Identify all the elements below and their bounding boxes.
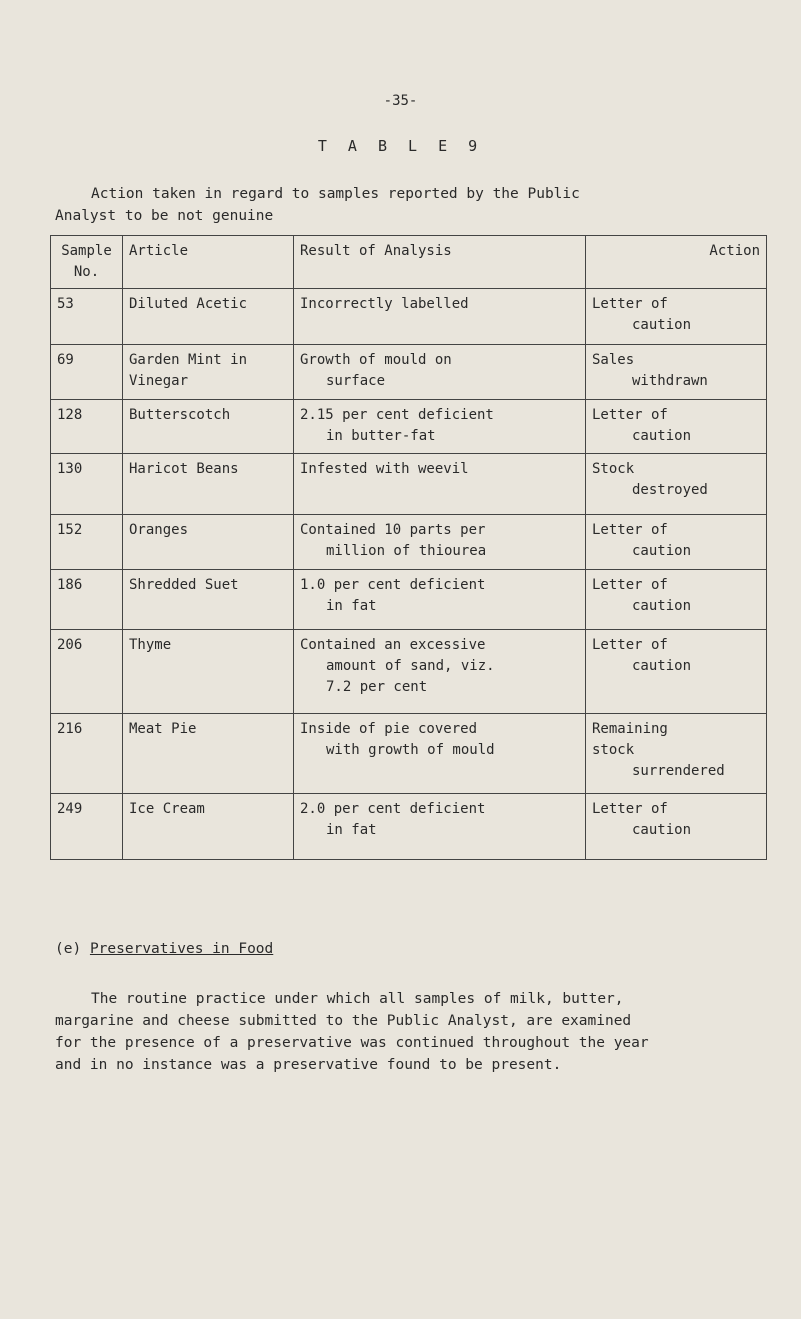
sample-no-cell: 186 [51,570,123,630]
action-line: Letter of [592,296,668,312]
result-cell [294,714,586,794]
caption-line: Action taken in regard to samples reported by the Public [91,186,580,202]
action-line: Sales [592,352,635,368]
sample-no-cell: 69 [51,345,123,400]
preservatives-section [55,938,775,1076]
result-line: in butter-fat [326,428,436,444]
action-line: stock [592,742,635,758]
article-cell: Diluted Acetic [123,289,294,345]
action-line: Stock [592,461,635,477]
result-line: surface [326,373,386,389]
article-cell: Ice Cream [123,794,294,860]
sample-no-cell: 152 [51,515,123,570]
body-line: margarine and cheese submitted to the Public Analyst, are examined [55,1013,632,1029]
sample-no-cell: 53 [51,289,123,345]
action-line: destroyed [632,482,708,498]
result-line: Contained an excessive [300,637,486,653]
result-line: Infested with weevil [300,461,469,477]
result-line: 2.15 per cent deficient [300,407,494,423]
result-cell [294,289,586,345]
result-line: Inside of pie covered [300,721,478,737]
action-line: caution [632,822,692,838]
result-line: 7.2 per cent [326,679,428,695]
action-cell [586,630,767,714]
action-cell [586,454,767,515]
table-row [51,454,767,515]
article-cell: Shredded Suet [123,570,294,630]
result-cell [294,454,586,515]
action-line: surrendered [632,763,725,779]
sample-no-cell: 216 [51,714,123,794]
result-line: million of thiourea [326,543,487,559]
table-row [51,515,767,570]
action-cell [586,794,767,860]
result-cell [294,345,586,400]
body-line: The routine practice under which all samples of milk, butter, [91,991,624,1007]
body-line: and in no instance was a preservative found to be present. [55,1057,562,1073]
article-cell: Meat Pie [123,714,294,794]
sample-no-cell: 206 [51,630,123,714]
table-row [51,794,767,860]
table-row [51,400,767,454]
table-header-row [51,236,767,289]
header-sample-no [51,236,123,289]
header-sample-line2: No. [73,264,100,280]
action-line: caution [632,543,692,559]
table-row [51,630,767,714]
result-line: 2.0 per cent deficient [300,801,486,817]
table-title: T A B L E 9 [317,137,484,155]
header-action: Action [586,236,767,289]
action-cell [586,345,767,400]
header-article: Article [123,236,294,289]
action-line: Letter of [592,577,668,593]
action-line: caution [632,428,692,444]
article-cell: Thyme [123,630,294,714]
result-cell [294,570,586,630]
article-cell: Butterscotch [123,400,294,454]
result-line: Contained 10 parts per [300,522,486,538]
section-title: Preservatives in Food [89,941,274,957]
article-cell: Haricot Beans [123,454,294,515]
result-line: Incorrectly labelled [300,296,469,312]
action-cell [586,289,767,345]
section-body [55,988,775,1076]
action-line: withdrawn [632,373,708,389]
result-line: with growth of mould [326,742,495,758]
action-line: caution [632,317,692,333]
action-line: Letter of [592,522,668,538]
action-cell [586,515,767,570]
action-cell [586,400,767,454]
samples-table [50,235,767,860]
action-cell [586,570,767,630]
section-heading [55,938,775,960]
page-number: -35- [383,93,418,109]
action-line: Remaining [592,721,668,737]
action-line: Letter of [592,407,668,423]
section-label: (e) [55,941,82,957]
sample-no-cell: 249 [51,794,123,860]
result-line: amount of sand, viz. [326,658,495,674]
result-cell [294,400,586,454]
article-cell: Oranges [123,515,294,570]
result-line: in fat [326,822,377,838]
result-line: in fat [326,598,377,614]
caption-line: Analyst to be not genuine [55,208,274,224]
article-cell: Garden Mint in Vinegar [123,345,294,400]
table-row [51,714,767,794]
table-row [51,345,767,400]
table-body [51,289,767,860]
action-line: caution [632,658,692,674]
table-row [51,289,767,345]
sample-no-cell: 128 [51,400,123,454]
result-cell [294,794,586,860]
table-row [51,570,767,630]
body-line: for the presence of a preservative was continued throughout the year [55,1035,649,1051]
action-line: Letter of [592,637,668,653]
action-cell [586,714,767,794]
result-cell [294,630,586,714]
header-result: Result of Analysis [294,236,586,289]
action-line: Letter of [592,801,668,817]
result-line: 1.0 per cent deficient [300,577,486,593]
result-line: Growth of mould on [300,352,452,368]
result-cell [294,515,586,570]
table-caption [55,183,755,227]
sample-no-cell: 130 [51,454,123,515]
header-sample-line1: Sample [61,243,112,259]
action-line: caution [632,598,692,614]
